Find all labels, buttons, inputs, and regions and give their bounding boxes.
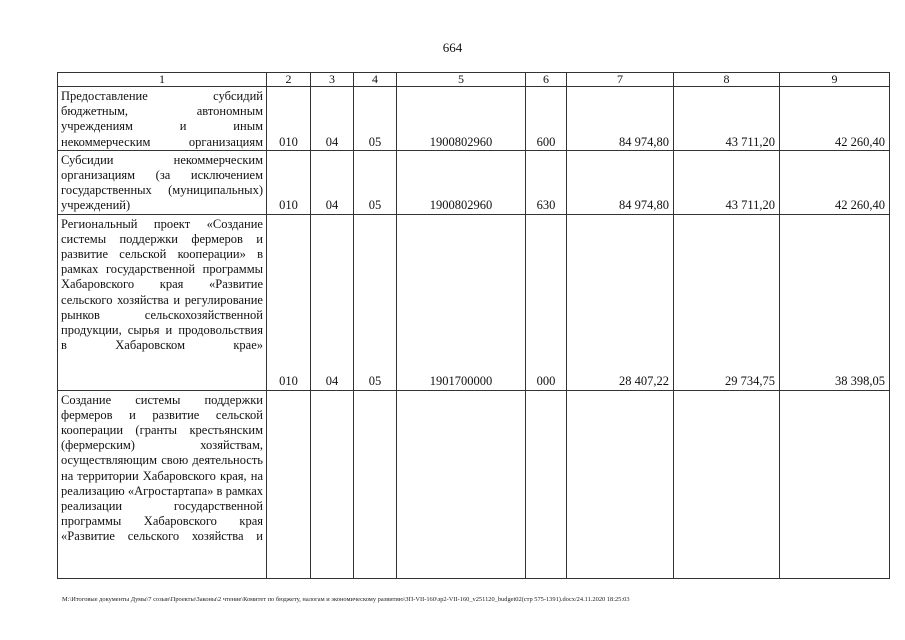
cell-section: 04 xyxy=(311,214,354,390)
cell-ministry-code xyxy=(267,390,311,578)
column-number: 7 xyxy=(567,73,674,87)
cell-amount-col8: 43 711,20 xyxy=(674,87,780,151)
row-description: Создание системы поддержки фермеров и развитие сельской кооперации (гранты крестьянским (фермерским) хозяйствам, осуществляющим свою деятельность на территории Хабаровского края, на реализацию «Агростартапа» в рамках реализации государственной программы Хабаровского края «Развитие сельского хозяйства и xyxy=(58,390,267,578)
column-number: 5 xyxy=(397,73,526,87)
cell-expense-type: 600 xyxy=(526,87,567,151)
cell-amount-col9 xyxy=(780,390,890,578)
column-number: 8 xyxy=(674,73,780,87)
column-number-row xyxy=(58,73,890,87)
table-row xyxy=(58,150,890,214)
cell-amount-col9: 42 260,40 xyxy=(780,150,890,214)
table-row xyxy=(58,390,890,578)
row-description: Субсидии некоммерческим организациям (за исключением государственных (муниципальных) учреждений) xyxy=(58,150,267,214)
page-number: 664 xyxy=(442,40,463,55)
cell-amount-col8: 43 711,20 xyxy=(674,150,780,214)
cell-amount-col7: 28 407,22 xyxy=(567,214,674,390)
cell-target-item: 1900802960 xyxy=(397,150,526,214)
cell-subsection: 05 xyxy=(354,214,397,390)
cell-target-item: 1901700000 xyxy=(397,214,526,390)
column-number: 1 xyxy=(58,73,267,87)
cell-expense-type xyxy=(526,390,567,578)
cell-target-item: 1900802960 xyxy=(397,87,526,151)
cell-subsection xyxy=(354,390,397,578)
column-number: 2 xyxy=(267,73,311,87)
column-number: 3 xyxy=(311,73,354,87)
cell-subsection: 05 xyxy=(354,150,397,214)
budget-table xyxy=(57,72,890,579)
cell-ministry-code: 010 xyxy=(267,87,311,151)
cell-section: 04 xyxy=(311,150,354,214)
table-row xyxy=(58,214,890,390)
cell-section: 04 xyxy=(311,87,354,151)
cell-expense-type: 630 xyxy=(526,150,567,214)
cell-ministry-code: 010 xyxy=(267,214,311,390)
cell-subsection: 05 xyxy=(354,87,397,151)
row-description: Предоставление субсидий бюджетным, автономным учреждениям и иным некоммерческим организациям xyxy=(58,87,267,151)
cell-amount-col8: 29 734,75 xyxy=(674,214,780,390)
cell-amount-col7: 84 974,80 xyxy=(567,150,674,214)
cell-amount-col9: 38 398,05 xyxy=(780,214,890,390)
table-row xyxy=(58,87,890,151)
cell-ministry-code: 010 xyxy=(267,150,311,214)
column-number: 4 xyxy=(354,73,397,87)
cell-section xyxy=(311,390,354,578)
row-description: Региональный проект «Создание системы поддержки фермеров и развитие сельской кооперации» в рамках государственной программы Хабаровского края «Развитие сельского хозяйства и регулирование рынков сельскохозяйственной продукции, сырья и продовольствия в Хабаровском крае» xyxy=(58,214,267,390)
cell-amount-col9: 42 260,40 xyxy=(780,87,890,151)
document-path-footer: M:\Итоговые документы Думы\7 созыв\Проекты\Законы\2 чтение\Комитет по бюджету, налогам и экономическому развитию\ЗП-VII-160\зр2-VII-160_v251120_budget02(стр 575-1391).docx/24.11.2020 18:25:03 xyxy=(62,596,630,603)
column-number: 6 xyxy=(526,73,567,87)
cell-expense-type: 000 xyxy=(526,214,567,390)
cell-amount-col7 xyxy=(567,390,674,578)
cell-amount-col7: 84 974,80 xyxy=(567,87,674,151)
cell-amount-col8 xyxy=(674,390,780,578)
cell-target-item xyxy=(397,390,526,578)
column-number: 9 xyxy=(780,73,890,87)
